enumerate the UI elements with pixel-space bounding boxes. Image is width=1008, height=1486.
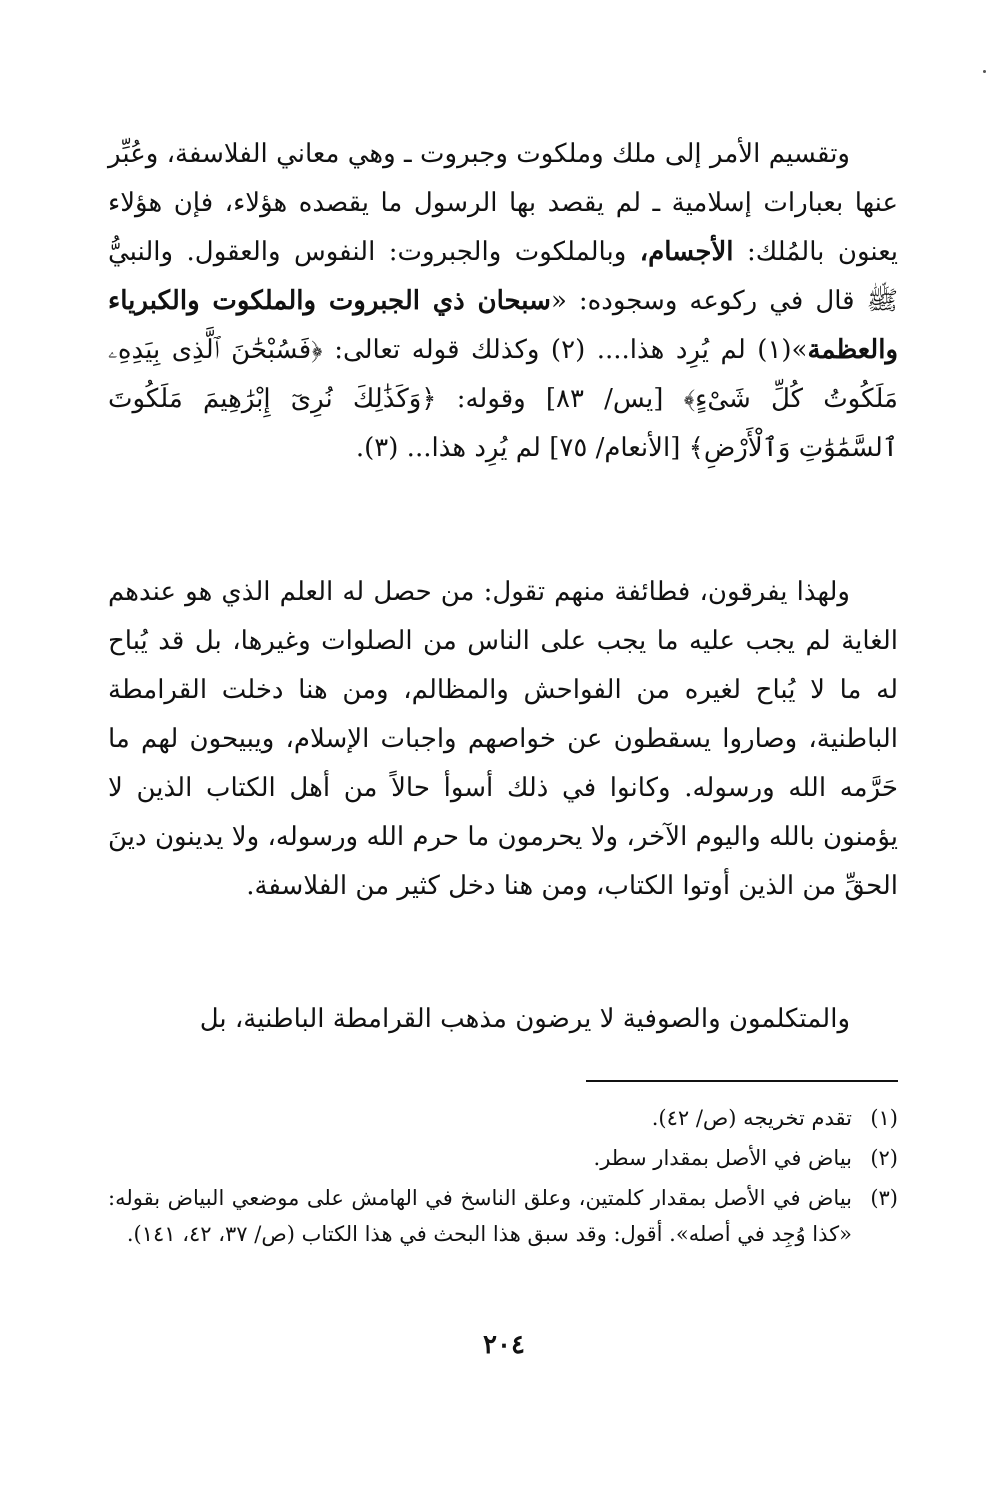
footnote-1-number: (١) <box>870 1106 898 1130</box>
footnote-3 <box>108 1180 898 1252</box>
paragraph-3-text: والمتكلمون والصوفية لا يرضون مذهب القرامطة الباطنية، بل <box>199 1004 850 1034</box>
footnote-2-number: (٢) <box>870 1146 898 1170</box>
scan-speck <box>983 70 986 73</box>
paragraph-1-segment-2: وبالملكوت والجبروت: النفوس والعقول. والنبيُّ ﷺ قال في ركوعه وسجوده: « <box>108 237 898 316</box>
footnote-3-number: (٣) <box>870 1186 898 1210</box>
footnote-2-text: بياض في الأصل بمقدار سطر. <box>593 1146 852 1170</box>
footnote-divider <box>586 1080 898 1082</box>
paragraph-1-bold-ajsam: الأجسام، <box>639 237 734 267</box>
page-number: ٢٠٤ <box>483 1330 525 1360</box>
paragraph-2 <box>108 568 898 911</box>
footnotes <box>108 1100 898 1256</box>
paragraph-1-segment-1: وتقسيم الأمر إلى ملك وملكوت وجبروت ـ وهي معاني الفلاسفة، وعُبِّر عنها بعبارات إسلامية ـ لم يقصد بها الرسول ما يقصده هؤلاء، فإن هؤلاء يعنون بالمُلك: <box>108 139 898 267</box>
paragraph-1 <box>108 130 898 473</box>
paragraph-1-text <box>108 130 898 473</box>
paragraph-2-text: ولهذا يفرقون، فطائفة منهم تقول: من حصل له العلم الذي هو عندهم الغاية لم يجب عليه ما يجب على الناس من الصلوات وغيرها، بل قد يُباح له ما لا يُباح لغيره من الفواحش والمظالم، ومن هنا دخلت القرامطة الباطنية، وصاروا يسقطون عن خواصهم واجبات الإسلام، ويبيحون لهم ما حَرَّمه الله ورسوله. وكانوا في ذلك أسوأ حالاً من أهل الكتاب الذين لا يؤمنون بالله واليوم الآخر، ولا يحرمون ما حرم الله ورسوله، ولا يدينون دينَ الحقِّ من الذين أوتوا الكتاب، ومن هنا دخل كثير من الفلاسفة. <box>108 577 898 901</box>
paragraph-1-bold-dhikr: سبحان ذي الجبروت والملكوت والكبرياء والعظمة <box>108 286 899 365</box>
footnote-3-text: بياض في الأصل بمقدار كلمتين، وعلق الناسخ في الهامش على موضعي البياض بقوله: «كذا وُجِد في أصله». أقول: وقد سبق هذا البحث في هذا الكتاب (ص/ ٣٧، ٤٢، ١٤١). <box>108 1186 852 1246</box>
footnote-2 <box>108 1140 898 1176</box>
footnote-1 <box>108 1100 898 1136</box>
footnote-1-text: تقدم تخريجه (ص/ ٤٢). <box>651 1106 852 1130</box>
paragraph-3 <box>108 995 898 1044</box>
paragraph-1-segment-3: »(١) لم يُرِد هذا.... (٢) وكذلك قوله تعالى: ﴿فَسُبْحَٰنَ ٱلَّذِى بِيَدِهِۦ مَلَكُوتُ كُلِّ شَىْءٍ﴾ [يس/ ٨٣] وقوله: ﴿وَكَذَٰلِكَ نُرِىٓ إِبْرَٰهِيمَ مَلَكُوتَ ٱلسَّمَٰوَٰتِ وَٱلْأَرْضِ﴾ [الأنعام/ ٧٥] لم يُرِد هذا... (٣). <box>108 335 898 463</box>
